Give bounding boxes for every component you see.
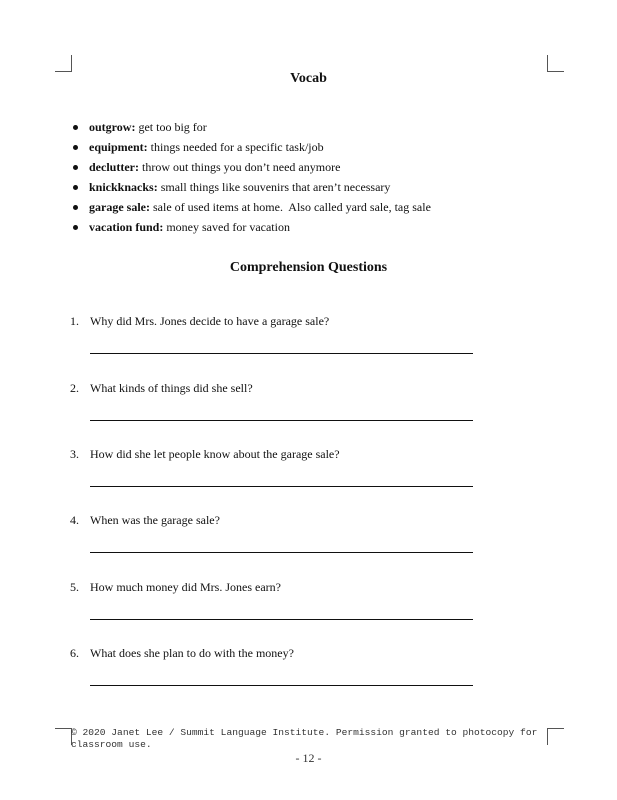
vocab-term: equipment:: [89, 140, 148, 154]
question-6: [70, 646, 294, 661]
vocab-item: [70, 219, 431, 239]
question-5: [70, 580, 281, 595]
answer-line-4[interactable]: [90, 552, 473, 553]
vocab-term: garage sale:: [89, 200, 150, 214]
bullet-icon: [73, 165, 78, 170]
question-text: What does she plan to do with the money?: [90, 646, 294, 660]
vocab-item: [70, 139, 431, 159]
question-1: [70, 314, 329, 329]
vocab-item: [70, 179, 431, 199]
comprehension-heading: Comprehension Questions: [229, 260, 388, 275]
vocab-definition: small things like souvenirs that aren’t necessary: [157, 180, 391, 194]
question-2: [70, 381, 253, 396]
vocab-term: knickknacks:: [89, 180, 158, 194]
copyright-notice: © 2020 Janet Lee / Summit Language Institute. Permission granted to photocopy for classroom use.: [71, 727, 538, 750]
answer-line-6[interactable]: [90, 685, 473, 686]
vocab-definition: things needed for a specific task/job: [147, 140, 324, 154]
answer-line-1[interactable]: [90, 353, 473, 354]
vocab-heading: Vocab: [290, 71, 327, 86]
answer-line-3[interactable]: [90, 486, 473, 487]
question-number: 4.: [70, 513, 79, 527]
vocab-definition: sale of used items at home. Also called yard sale, tag sale: [149, 200, 431, 214]
question-text: What kinds of things did she sell?: [90, 381, 253, 395]
bullet-icon: [73, 185, 78, 190]
question-number: 2.: [70, 381, 79, 395]
bullet-icon: [73, 205, 78, 210]
vocab-definition: money saved for vacation: [163, 220, 290, 234]
vocab-item: [70, 119, 431, 139]
vocab-term: outgrow:: [89, 120, 136, 134]
question-text: When was the garage sale?: [90, 513, 220, 527]
question-4: [70, 513, 220, 528]
question-text: How did she let people know about the garage sale?: [90, 447, 340, 461]
bullet-icon: [73, 225, 78, 230]
vocab-term: declutter:: [89, 160, 139, 174]
answer-line-2[interactable]: [90, 420, 473, 421]
question-text: How much money did Mrs. Jones earn?: [90, 580, 281, 594]
crop-mark-bottom-left: [55, 728, 72, 745]
bullet-icon: [73, 125, 78, 130]
vocab-definition: throw out things you don’t need anymore: [138, 160, 341, 174]
question-text: Why did Mrs. Jones decide to have a garage sale?: [90, 314, 330, 328]
question-3: [70, 447, 340, 462]
vocab-term: vacation fund:: [89, 220, 164, 234]
answer-line-5[interactable]: [90, 619, 473, 620]
vocab-item: [70, 159, 431, 179]
question-number: 6.: [70, 646, 79, 660]
vocab-list: [70, 119, 431, 239]
question-number: 5.: [70, 580, 79, 594]
crop-mark-top-left: [55, 55, 72, 72]
page-number: - 12 -: [295, 751, 322, 765]
question-number: 1.: [70, 314, 79, 328]
question-number: 3.: [70, 447, 79, 461]
vocab-item: [70, 199, 431, 219]
crop-mark-top-right: [547, 55, 564, 72]
bullet-icon: [73, 145, 78, 150]
vocab-definition: get too big for: [135, 120, 207, 134]
